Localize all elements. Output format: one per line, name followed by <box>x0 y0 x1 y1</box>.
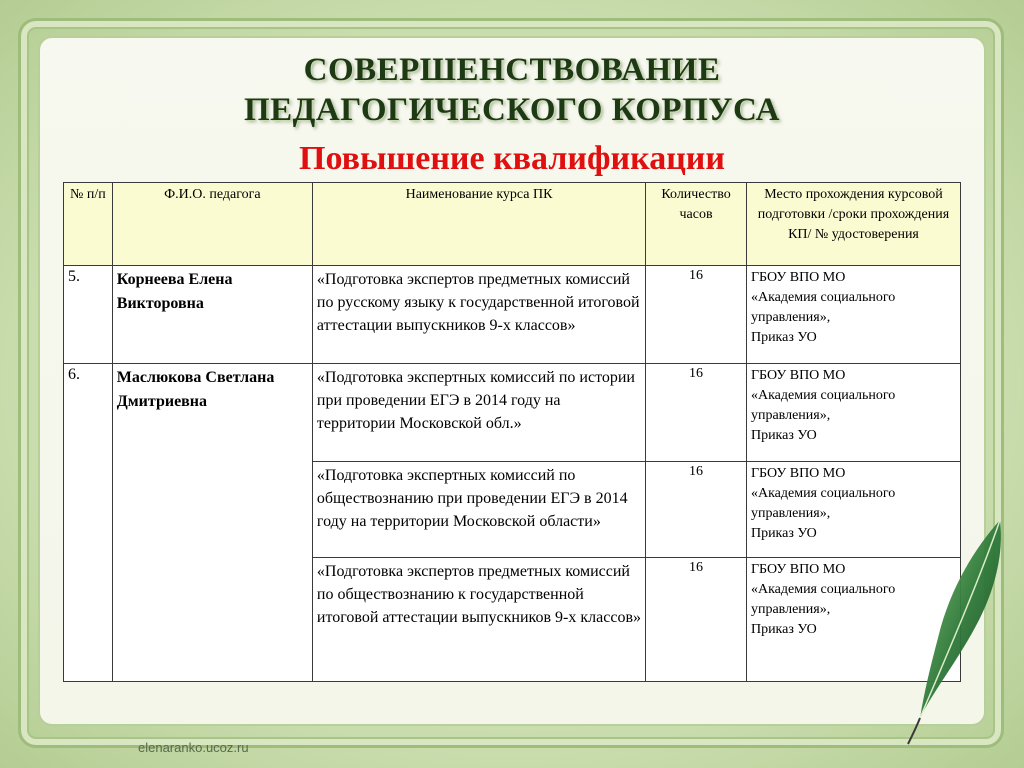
table-header-row <box>64 183 961 266</box>
place-order: Приказ УО <box>750 428 817 443</box>
quill-feather-icon <box>880 518 1010 748</box>
place-order: Приказ УО <box>750 526 817 541</box>
course-name: «Подготовка экспертных комиссий по обществознанию при проведении ЕГЭ в 2014 году на территории Московской области» <box>312 462 645 558</box>
place-order: Приказ УО <box>750 622 817 637</box>
place-academy: «Академия социального управления», <box>750 290 896 325</box>
course-hours: 16 <box>646 364 747 462</box>
slide-title-line1: СОВЕРШЕНСТВОВАНИЕ <box>303 52 721 88</box>
place-institution: ГБОУ ВПО МО <box>750 466 846 481</box>
course-hours: 16 <box>646 266 747 364</box>
course-place <box>746 266 960 364</box>
header-teacher-name: Ф.И.О. педагога <box>112 183 312 266</box>
place-academy: «Академия социального управления», <box>750 486 896 521</box>
website-watermark: elenaranko.ucoz.ru <box>138 740 249 755</box>
course-name: «Подготовка экспертов предметных комиссий по русскому языку к государственной итоговой аттестации выпускников 9-х классов» <box>312 266 645 364</box>
course-place <box>746 364 960 462</box>
table-row <box>64 364 961 462</box>
course-name: «Подготовка экспертных комиссий по истории при проведении ЕГЭ в 2014 году на территории Московской обл.» <box>312 364 645 462</box>
place-institution: ГБОУ ВПО МО <box>750 368 846 383</box>
place-order: Приказ УО <box>750 330 817 345</box>
qualification-table <box>63 182 961 682</box>
place-institution: ГБОУ ВПО МО <box>750 562 846 577</box>
slide-subtitle: Повышение квалификации <box>299 140 725 177</box>
slide-title-line2: ПЕДАГОГИЧЕСКОГО КОРПУСА <box>244 92 780 128</box>
place-academy: «Академия социального управления», <box>750 388 896 423</box>
place-academy: «Академия социального управления», <box>750 582 896 617</box>
header-place: Место прохождения курсовой подготовки /сроки прохождения КП/ № удостоверения <box>746 183 960 266</box>
course-name: «Подготовка экспертов предметных комиссий по обществознанию к государственной итоговой аттестации выпускников 9-х классов» <box>312 558 645 682</box>
header-course-name: Наименование курса ПК <box>312 183 645 266</box>
row-number: 5. <box>64 266 113 364</box>
teacher-name: Маслюкова Светлана Дмитриевна <box>112 364 312 682</box>
table-row <box>64 266 961 364</box>
course-hours: 16 <box>646 462 747 558</box>
place-institution: ГБОУ ВПО МО <box>750 270 846 285</box>
header-number: № п/п <box>64 183 113 266</box>
teacher-name: Корнеева Елена Викторовна <box>112 266 312 364</box>
course-hours: 16 <box>646 558 747 682</box>
header-hours: Количество часов <box>646 183 747 266</box>
row-number: 6. <box>64 364 113 682</box>
